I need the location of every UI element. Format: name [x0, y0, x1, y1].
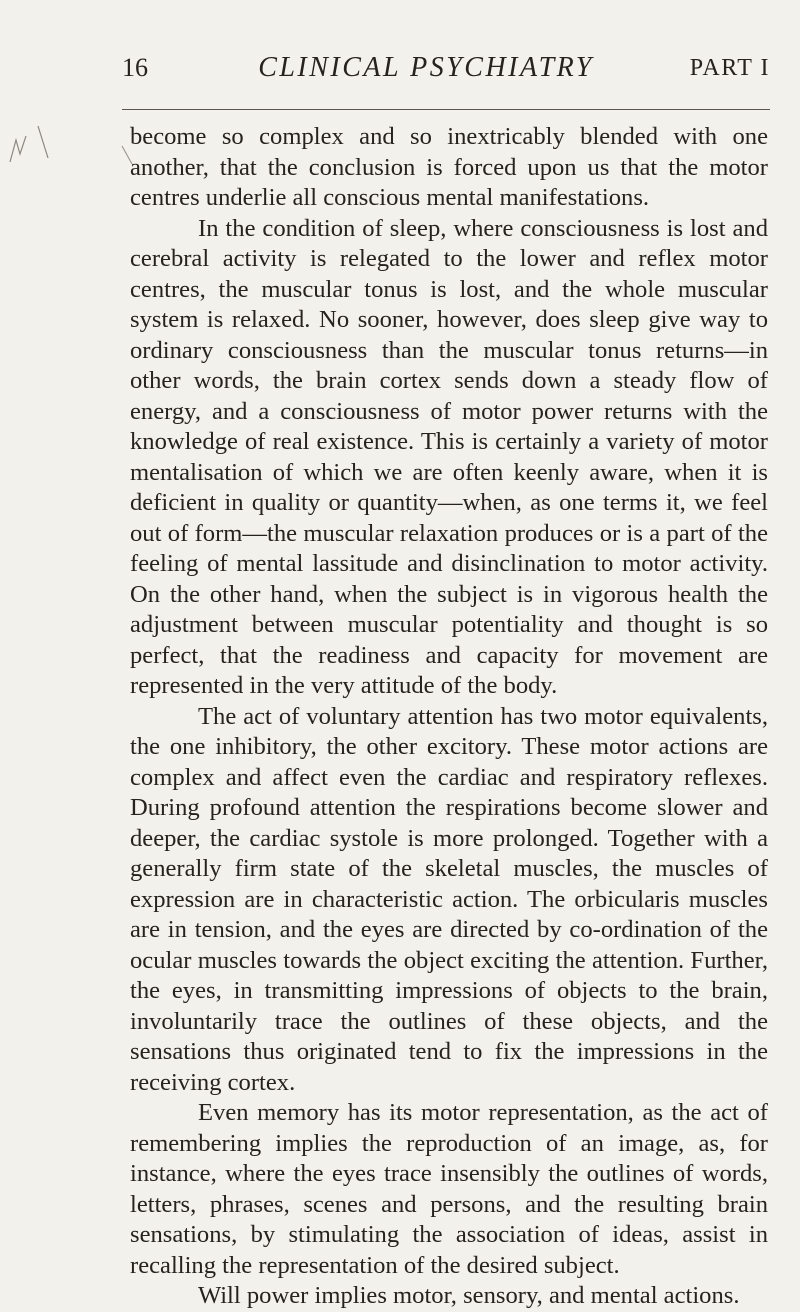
- part-label: PART I: [689, 54, 770, 81]
- page-number: 16: [122, 53, 148, 82]
- running-head: [122, 48, 770, 88]
- paragraph-sleep: In the condition of sleep, where consciousness is lost and cerebral activity is relegated to the lower and reflex motor centres, the muscular tonus is lost, and the whole muscular system is relaxed. No sooner, however, does sleep give way to ordinary consciousness than the muscular tonus returns—in other words, the brain cortex sends down a steady flow of energy, and a consciousness of motor power returns with the knowledge of real existence. This is certainly a variety of motor mentalisation of which we are often keenly aware, when it is deficient in quality or quantity—when, as one terms it, we feel out of form—the muscular relaxation produces or is a part of the feeling of mental lassitude and disinclination to motor activity. On the other hand, when the subject is in vigorous health the adjustment between muscular potentiality and thought is so perfect, that the readiness and capacity for movement are represented in the very attitude of the body.: [130, 214, 768, 699]
- header-rule: [122, 109, 770, 110]
- paragraph-continuation: become so complex and so inextricably blended with one another, that the conclusion is forced upon us that the motor centres underlie all conscious mental manifestations.: [130, 123, 768, 211]
- running-title: CLINICAL PSYCHIATRY: [258, 52, 594, 83]
- paragraph-memory: Even memory has its motor representation, as the act of remembering implies the reproduction of an image, as, for instance, where the eyes trace insensibly the outlines of words, letters, phrases, scenes and persons, and the resulting brain sensations, by stimulating the association of ideas, assist in recalling the representation of the desired subject.: [130, 1099, 768, 1279]
- paragraph-will-power: Will power implies motor, sensory, and mental actions.: [198, 1282, 740, 1309]
- paragraph-attention: The act of voluntary attention has two motor equivalents, the one inhibitory, the other excitory. These motor actions are complex and affect even the cardiac and respiratory reflexes. During profound attention the respirations become slower and deeper, the cardiac systole is more prolonged. Together with a generally firm state of the skeletal muscles, the muscles of expression are in characteristic action. The orbicularis muscles are in tension, and the eyes are directed by co-ordination of the ocular muscles towards the object exciting the attention. Further, the eyes, in transmitting impressions of objects to the brain, involuntarily trace the outlines of these objects, and the sensations thus originated tend to fix the impressions in the receiving cortex.: [130, 702, 768, 1096]
- body-text: [130, 122, 768, 1312]
